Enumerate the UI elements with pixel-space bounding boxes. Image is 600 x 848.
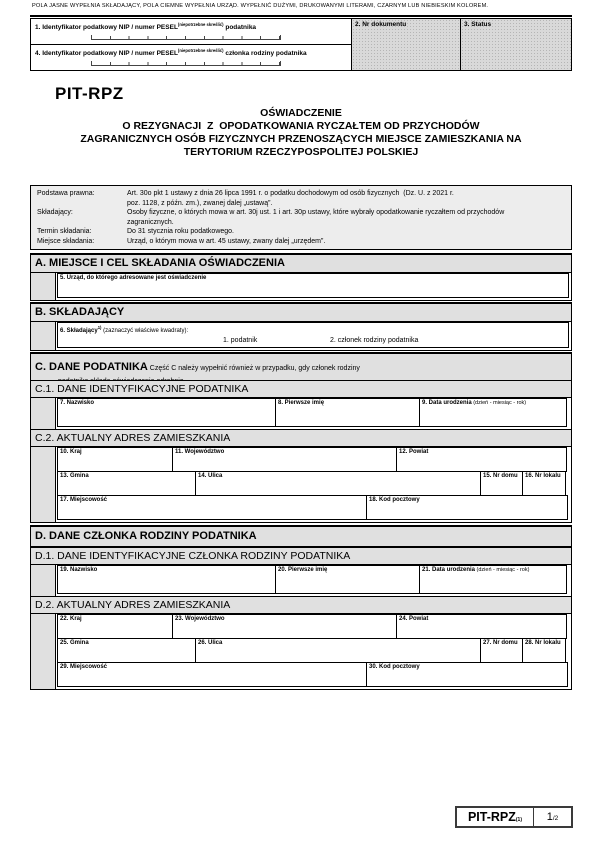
top-divider	[30, 15, 572, 17]
field-11-wojewodztwo[interactable]: 11. Województwo	[172, 447, 397, 472]
field-5-label: 5. Urząd, do którego adresowane jest oświadczenie	[60, 275, 207, 281]
field-3-label: 3. Status	[464, 21, 492, 28]
legal-label: Termin składania:	[37, 228, 92, 235]
section-d1-header: D.1. DANE IDENTYFIKACYJNE CZŁONKA RODZINY PODATNIKA	[31, 548, 571, 565]
field-8-pierwsze-imie[interactable]: 8. Pierwsze imię	[275, 398, 420, 427]
section-b-header: B. SKŁADAJĄCY	[31, 304, 571, 322]
field-30-kod-pocztowy[interactable]: 30. Kod pocztowy	[366, 662, 568, 687]
field-2-nr-dokumentu[interactable]	[351, 19, 460, 70]
section-d2-header: D.2. AKTUALNY ADRES ZAMIESZKANIA	[31, 597, 571, 614]
footer-form-code: PIT-RPZ(1)	[467, 810, 523, 824]
page-footer	[455, 806, 573, 828]
section-c1	[30, 380, 572, 430]
section-c-title: C. DANE PODATNIKA	[35, 361, 148, 373]
section-a-body	[31, 273, 571, 300]
field-17-miejscowosc[interactable]: 17. Miejscowość	[57, 495, 367, 520]
legal-row	[37, 208, 567, 227]
form-title-line: TERYTORIUM RZECZYPOSPOLITEJ POLSKIEJ	[183, 146, 419, 158]
field-10-kraj[interactable]: 10. Kraj	[57, 447, 173, 472]
footer-page-number: 1/2	[533, 808, 571, 826]
field-1-nip-pesel-podatnika[interactable]	[31, 19, 351, 45]
legal-row	[37, 227, 567, 237]
field-6-label: 6. Składający$^{1)}$ (zaznaczyć właściwe kwadraty):	[60, 325, 189, 334]
field-15-nr-domu[interactable]: 15. Nr domu	[480, 471, 523, 496]
form-code-logo: PIT-RPZ	[55, 84, 124, 103]
shaded-strip	[31, 322, 56, 350]
identifier-left-column	[31, 19, 351, 70]
field-12-powiat[interactable]: 12. Powiat	[396, 447, 567, 472]
field-3-status[interactable]	[460, 19, 571, 70]
field-4-label: 4. Identyfikator podatkowy NIP / numer $PESEL^{(niepotrzebne skreślić)}$ członka rodziny podatnika	[35, 48, 307, 58]
form-title-line: OŚWIADCZENIE	[260, 107, 342, 119]
section-a	[30, 253, 572, 301]
field-9-data-urodzenia[interactable]: 9. Data urodzenia (dzień - miesiąc - rok)	[419, 398, 567, 427]
section-c2-header: C.2. AKTUALNY ADRES ZAMIESZKANIA	[31, 430, 571, 447]
legal-label: Podstawa prawna:	[37, 190, 95, 197]
legal-row	[37, 237, 567, 247]
field-22-kraj[interactable]: 22. Kraj	[57, 614, 173, 639]
shaded-strip	[31, 273, 56, 300]
legal-label: Składający:	[37, 209, 73, 216]
section-c-header	[31, 354, 571, 378]
section-c1-header: C.1. DANE IDENTYFIKACYJNE PODATNIKA	[31, 381, 571, 398]
field-23-wojewodztwo[interactable]: 23. Województwo	[172, 614, 397, 639]
footer-page-total: /2	[552, 815, 559, 822]
pesel-ruler	[91, 61, 281, 66]
section-c2-body	[31, 447, 571, 522]
pesel-ruler	[91, 35, 281, 40]
legal-text: Do 31 stycznia roku podatkowego.	[127, 228, 235, 235]
field-6-superscript: 1)	[97, 325, 102, 330]
field-20-pierwsze-imie[interactable]: 20. Pierwsze imię	[275, 565, 420, 594]
footer-version: (1)	[515, 817, 523, 823]
field-6-skladajacy	[57, 322, 569, 348]
shaded-strip	[31, 614, 56, 689]
section-d2-body	[31, 614, 571, 689]
section-c2	[30, 429, 572, 523]
form-title-line: ZAGRANICZNYCH OSÓB FIZYCZNYCH PRZENOSZĄCYCH MIEJSCE ZAMIESZKANIA NA	[80, 133, 522, 145]
field-7-nazwisko[interactable]: 7. Nazwisko	[57, 398, 276, 427]
field-5-urzad[interactable]	[57, 273, 569, 298]
field-26-ulica[interactable]: 26. Ulica	[195, 638, 481, 663]
field-18-kod-pocztowy[interactable]: 18. Kod pocztowy	[366, 495, 568, 520]
form-title-line: O REZYGNACJI Z OPODATKOWANIA RYCZAŁTEM OD PRZYCHODÓW	[122, 120, 480, 132]
fill-instruction: POLA JASNE WYPEŁNIA SKŁADAJĄCY, POLA CIEMNE WYPEŁNIA URZĄD. WYPEŁNIĆ DUŻYMI, DRUKOWANYMI LITERAMI, CZARNYM LUB NIEBIESKIM KOLOREM.	[32, 3, 489, 9]
field-24-powiat[interactable]: 24. Powiat	[396, 614, 567, 639]
field-2-label: 2. Nr dokumentu	[355, 21, 407, 28]
section-a-header: A. MIEJSCE I CEL SKŁADANIA OŚWIADCZENIA	[31, 255, 571, 273]
field-4-superscript: (niepotrzebne skreślić)	[177, 48, 224, 53]
shaded-strip	[31, 565, 56, 596]
section-d2	[30, 596, 572, 690]
section-b-body	[31, 322, 571, 350]
field-27-nr-domu[interactable]: 27. Nr domu	[480, 638, 523, 663]
field-13-gmina[interactable]: 13. Gmina	[57, 471, 196, 496]
section-d	[30, 525, 572, 547]
legal-label: Miejsce składania:	[37, 237, 95, 245]
legal-basis-box	[30, 185, 572, 250]
field-1-superscript: (niepotrzebne skreślić)	[177, 22, 224, 27]
legal-text: Urząd, o którym mowa w art. 45 ustawy, zwany dalej „urzędem”.	[127, 237, 326, 245]
legal-row	[37, 189, 567, 208]
section-c1-body	[31, 398, 571, 429]
field-16-nr-lokalu[interactable]: 16. Nr lokalu	[522, 471, 566, 496]
section-d-header: D. DANE CZŁONKA RODZINY PODATNIKA	[31, 527, 571, 546]
field-1-label: 1. Identyfikator podatkowy NIP / numer $PESEL^{(niepotrzebne skreślić)}$ podatnika	[35, 22, 257, 32]
section-c-note: Część C należy wypełnić również w przypadku, gdy członek rodziny	[147, 365, 360, 372]
field-28-nr-lokalu[interactable]: 28. Nr lokalu	[522, 638, 566, 663]
field-21-data-urodzenia[interactable]: 21. Data urodzenia (dzień - miesiąc - rok)	[419, 565, 567, 594]
legal-text: Art. 30o pkt 1 ustawy z dnia 26 lipca 1991 r. o podatku dochodowym od osób fizycznych (Dz. U. z 2021 r. poz. 1128, z późn. zm.), zwanej dalej „ustawą”.	[127, 190, 454, 207]
option-2-czlonek-rodziny[interactable]: 2. członek rodziny podatnika	[330, 337, 419, 344]
section-d1-body	[31, 565, 571, 596]
identifier-block	[30, 18, 572, 71]
section-b	[30, 302, 572, 351]
section-d1	[30, 547, 572, 597]
field-29-miejscowosc[interactable]: 29. Miejscowość	[57, 662, 367, 687]
field-4-nip-pesel-czlonka[interactable]	[31, 45, 351, 70]
legal-text: Osoby fizyczne, o których mowa w art. 30j ust. 1 i art. 30p ustawy, które wybrały opodatkowanie ryczałtem od przychodów zagranicznych.	[127, 209, 505, 226]
shaded-strip	[31, 398, 56, 429]
form-title	[30, 107, 572, 159]
option-1-podatnik[interactable]: 1. podatnik	[223, 337, 258, 344]
field-14-ulica[interactable]: 14. Ulica	[195, 471, 481, 496]
shaded-strip	[31, 447, 56, 522]
field-19-nazwisko[interactable]: 19. Nazwisko	[57, 565, 276, 594]
field-25-gmina[interactable]: 25. Gmina	[57, 638, 196, 663]
